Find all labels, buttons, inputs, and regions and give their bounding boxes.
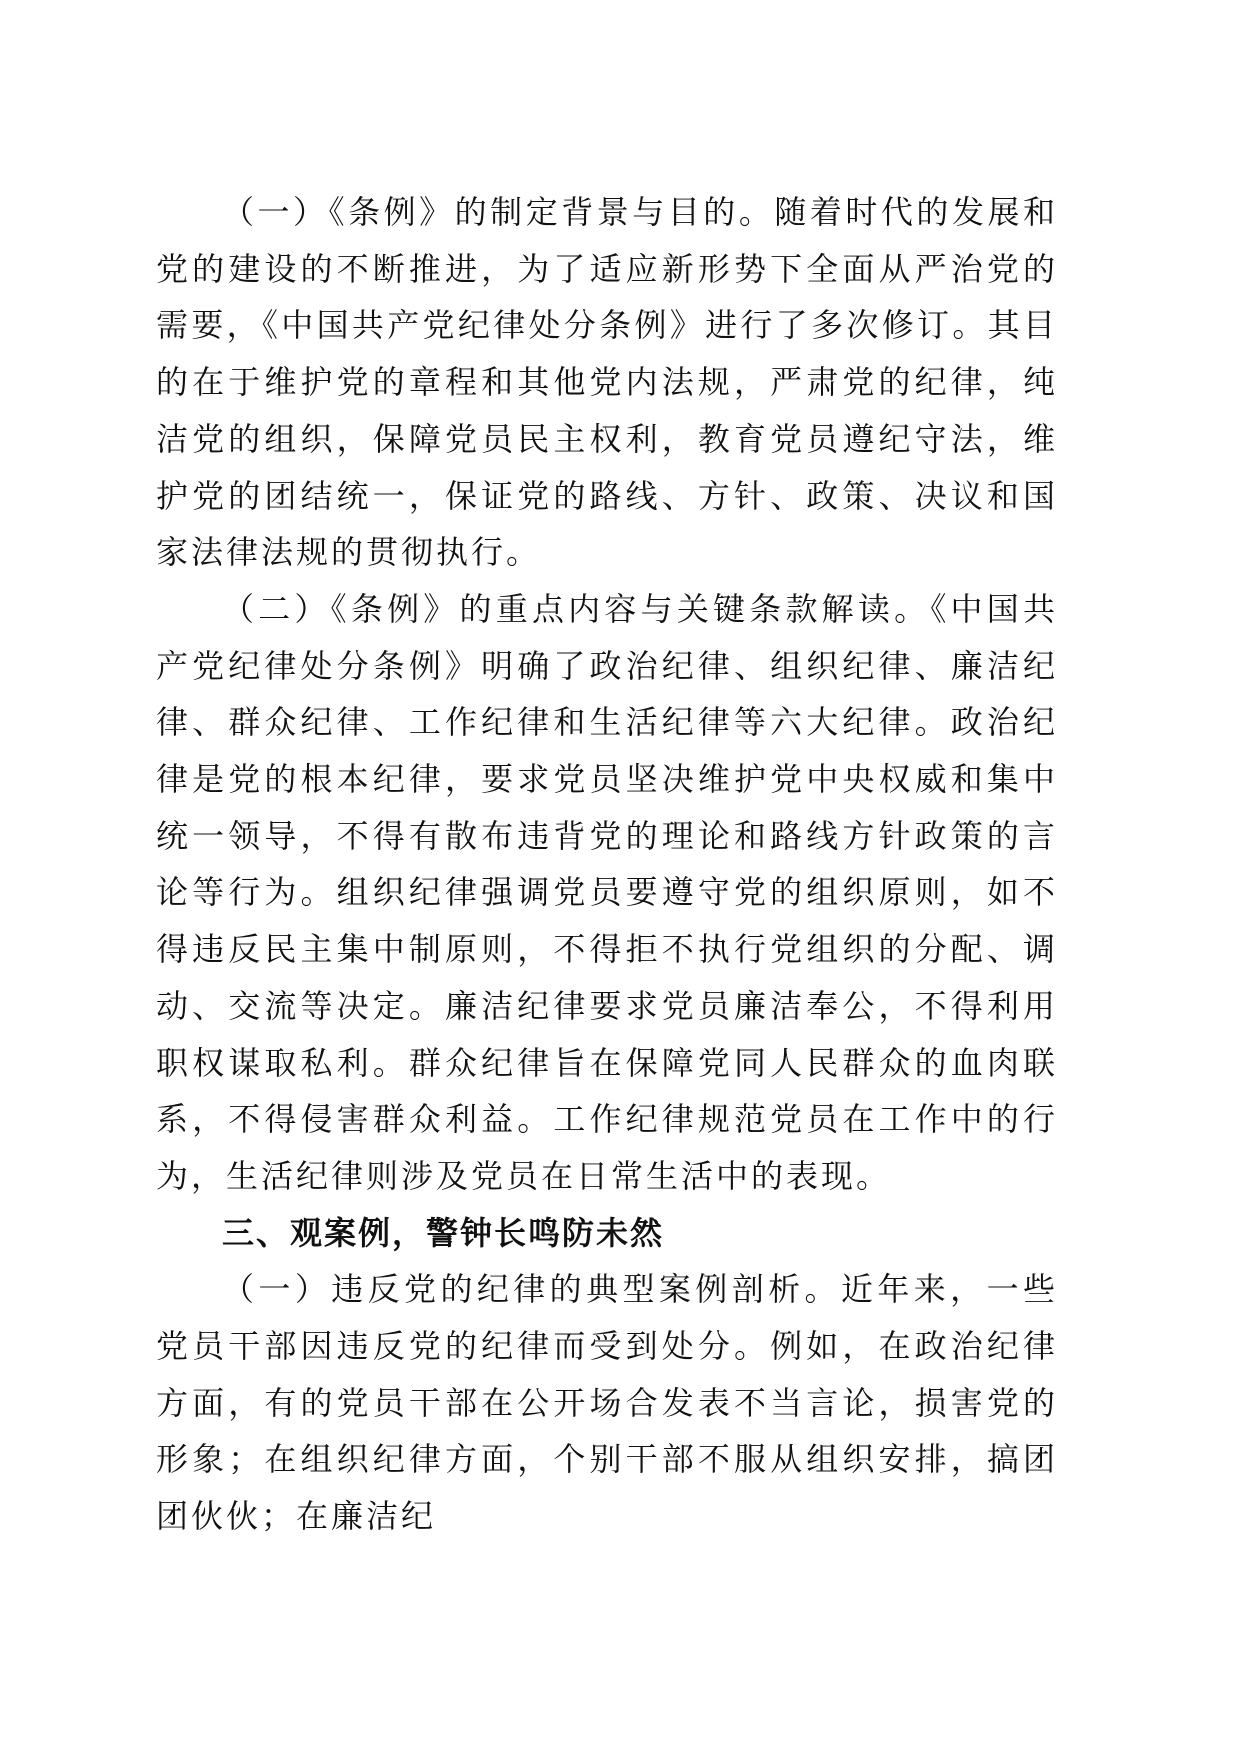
paragraph-key-provisions: （二）《条例》的重点内容与关键条款解读。《中国共产党纪律处分条例》明确了政治纪律、组织纪律、廉洁纪律、群众纪律、工作纪律和生活纪律等六大纪律。政治纪律是党的根本纪律，要求党员坚决维护党中央权威和集中统一领导，不得有散布违背党的理论和路线方针政策的言论等行为。组织纪律强调党员要遵守党的组织原则，如不得违反民主集中制原则，不得拒不执行党组织的分配、调动、交流等决定。廉洁纪律要求党员廉洁奉公，不得利用职权谋取私利。群众纪律旨在保障党同人民群众的血肉联系，不得侵害群众利益。工作纪律规范党员在工作中的行为，生活纪律则涉及党员在日常生活中的表现。 bbox=[156, 589, 1058, 1195]
section-heading-cases: 三、观案例，警钟长鸣防未然 bbox=[222, 1213, 665, 1252]
paragraph-typical-cases: （一）违反党的纪律的典型案例剖析。近年来，一些党员干部因违反党的纪律而受到处分。例如，在政治纪律方面，有的党员干部在公开场合发表不当言论，损害党的形象；在组织纪律方面，个别干部不服从组织安排，搞团团伙伙；在廉洁纪 bbox=[156, 1270, 1058, 1536]
paragraph-regulation-background: （一）《条例》的制定背景与目的。随着时代的发展和党的建设的不断推进，为了适应新形势下全面从严治党的需要，《中国共产党纪律处分条例》进行了多次修订。其目的在于维护党的章程和其他党内法规，严肃党的纪律，纯洁党的组织，保障党员民主权利，教育党员遵纪守法，维护党的团结统一，保证党的路线、方针、政策、决议和国家法律法规的贯彻执行。 bbox=[156, 193, 1058, 572]
document-body bbox=[156, 184, 1058, 1545]
